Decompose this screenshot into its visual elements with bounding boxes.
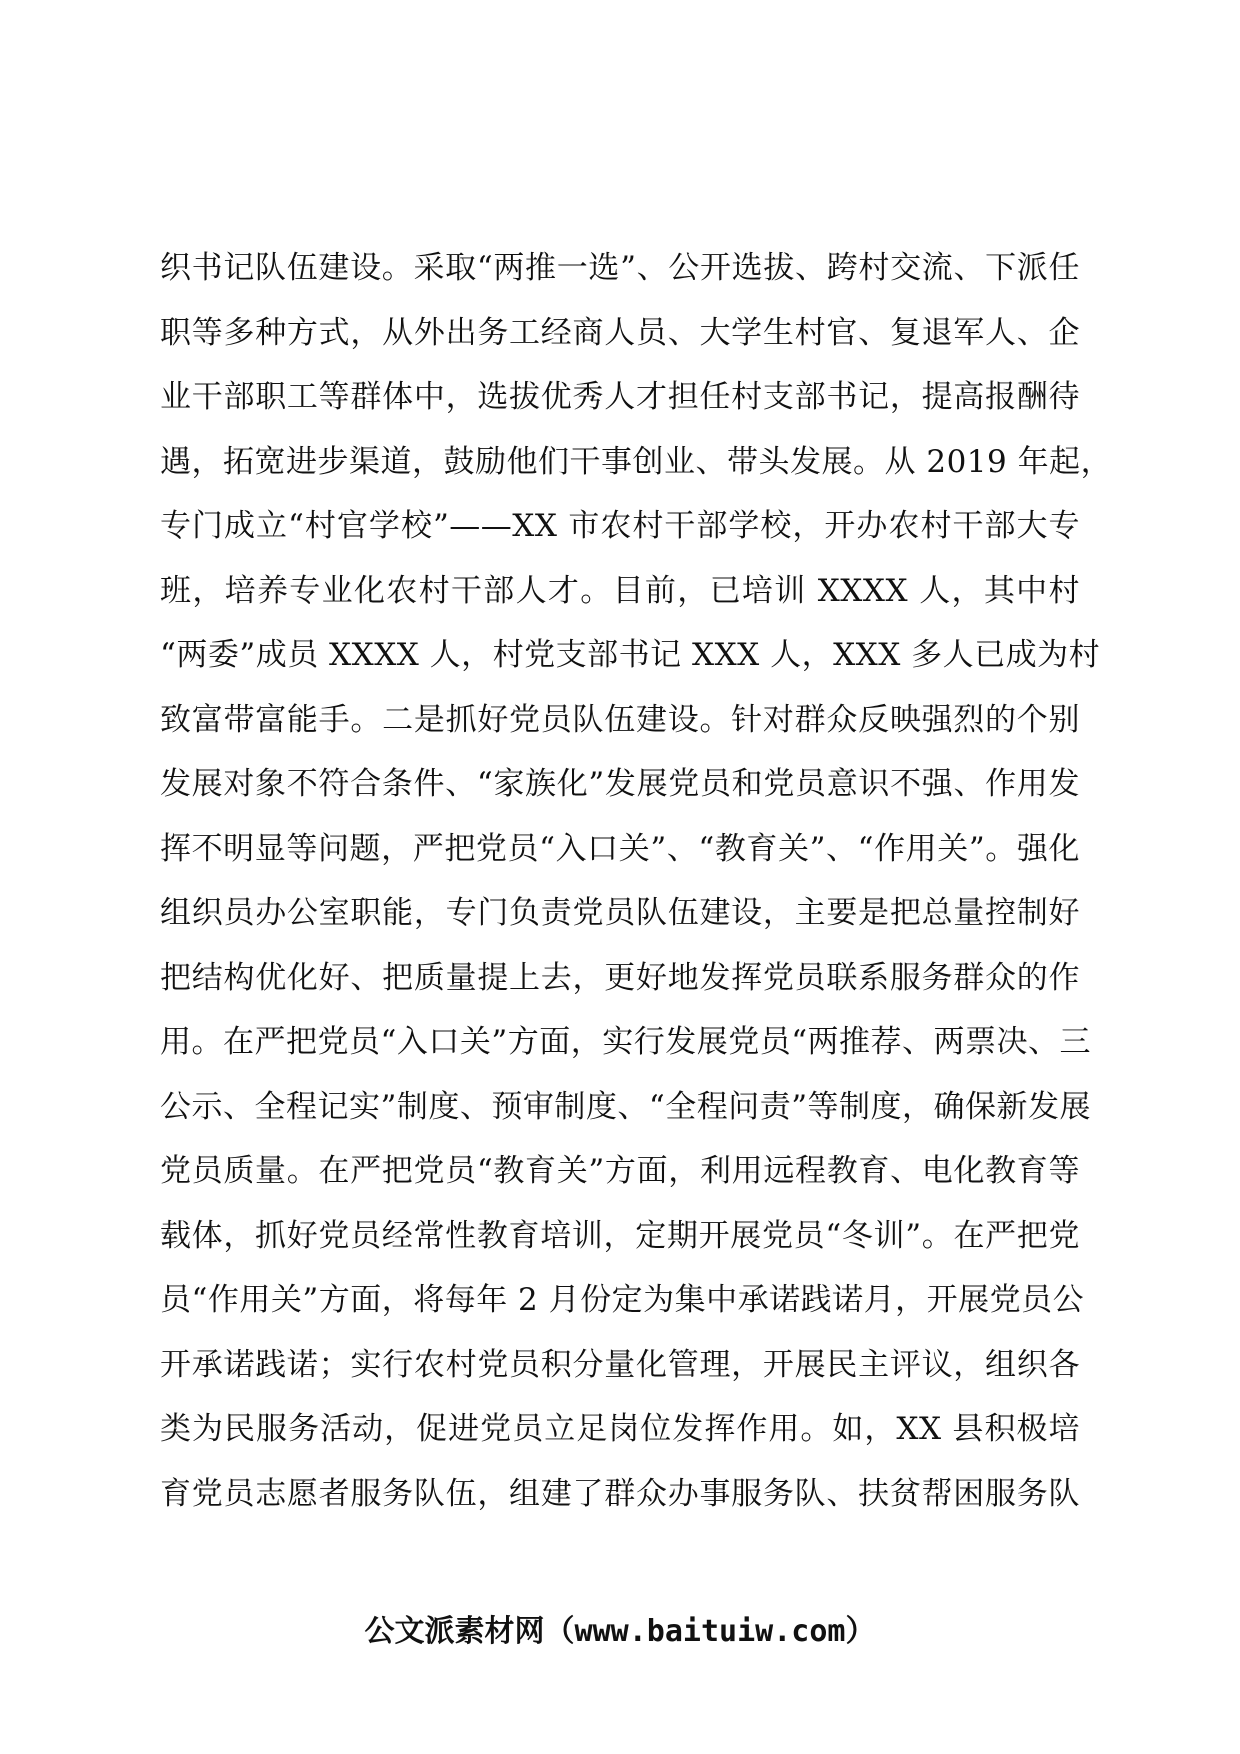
body-line: 把结构优化好、把质量提上去，更好地发挥党员联系服务群众的作	[160, 959, 1080, 996]
body-line: 公示、全程记实”制度、预审制度、“全程问责”等制度，确保新发展	[160, 1088, 1092, 1125]
body-line: 遇，拓宽进步渠道，鼓励他们干事创业、带头发展。从 2019 年起，	[160, 443, 1113, 480]
body-line: 挥不明显等问题，严把党员“入口关”、“教育关”、“作用关”。强化	[160, 830, 1080, 867]
body-line: 班，培养专业化农村干部人才。目前，已培训 XXXX 人，其中村	[160, 572, 1080, 609]
body-line: 业干部职工等群体中，选拔优秀人才担任村支部书记，提高报酬待	[160, 379, 1080, 415]
body-line: 组织员办公室职能，专门负责党员队伍建设，主要是把总量控制好	[160, 895, 1080, 931]
body-line: 载体，抓好党员经常性教育培训，定期开展党员“冬训”。在严把党	[160, 1217, 1080, 1254]
body-line: 员“作用关”方面，将每年 2 月份定为集中承诺践诺月，开展党员公	[160, 1282, 1085, 1318]
document-body	[160, 236, 1113, 1526]
body-line: 开承诺践诺；实行农村党员积分量化管理，开展民主评议，组织各	[160, 1346, 1080, 1383]
body-line: 职等多种方式，从外出务工经商人员、大学生村官、复退军人、企	[160, 314, 1080, 351]
footer-site-name: 公文派素材网	[364, 1614, 545, 1649]
body-line: 类为民服务活动，促进党员立足岗位发挥作用。如，XX 县积极培	[160, 1411, 1080, 1447]
body-line: 专门成立“村官学校”——XX 市农村干部学校，开办农村干部大专	[160, 508, 1080, 544]
body-line: 发展对象不符合条件、“家族化”发展党员和党员意识不强、作用发	[160, 766, 1080, 802]
body-line: “两委”成员 XXXX 人，村党支部书记 XXX 人，XXX 多人已成为村	[160, 637, 1101, 673]
page-footer	[0, 1612, 1240, 1652]
body-line: 育党员志愿者服务队伍，组建了群众办事服务队、扶贫帮困服务队	[160, 1475, 1080, 1512]
footer-url: （www.baituiw.com）	[544, 1614, 876, 1649]
body-line: 致富带富能手。二是抓好党员队伍建设。针对群众反映强烈的个别	[160, 701, 1080, 738]
body-line: 用。在严把党员“入口关”方面，实行发展党员“两推荐、两票决、三	[160, 1024, 1092, 1060]
body-line: 织书记队伍建设。采取“两推一选”、公开选拔、跨村交流、下派任	[160, 250, 1080, 286]
body-line: 党员质量。在严把党员“教育关”方面，利用远程教育、电化教育等	[160, 1153, 1080, 1189]
